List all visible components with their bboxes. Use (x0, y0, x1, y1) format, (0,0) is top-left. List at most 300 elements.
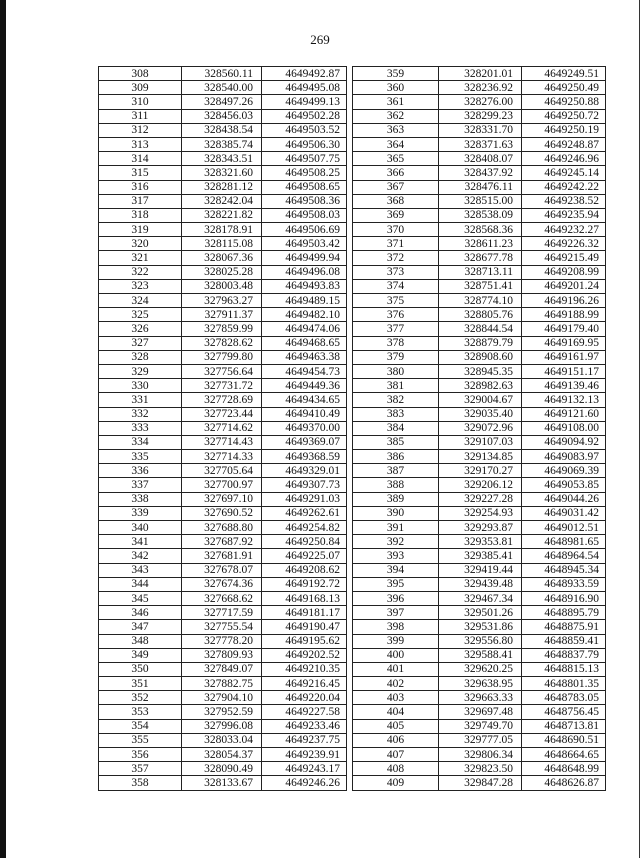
x-coordinate: 328276.00 (439, 95, 522, 109)
point-number: 372 (353, 251, 439, 265)
x-coordinate: 327697.10 (182, 492, 262, 506)
point-number: 395 (353, 577, 439, 591)
point-number: 315 (99, 166, 182, 180)
table-row (353, 563, 606, 577)
point-number: 336 (99, 464, 182, 478)
x-coordinate: 328677.78 (439, 251, 522, 265)
y-coordinate: 4649250.49 (522, 81, 606, 95)
x-coordinate: 328242.04 (182, 194, 262, 208)
x-coordinate: 329777.05 (439, 733, 522, 747)
x-coordinate: 328844.54 (439, 322, 522, 336)
x-coordinate: 327799.80 (182, 350, 262, 364)
x-coordinate: 327828.62 (182, 336, 262, 350)
x-coordinate: 329663.33 (439, 691, 522, 705)
y-coordinate: 4648981.65 (522, 535, 606, 549)
x-coordinate: 328343.51 (182, 152, 262, 166)
x-coordinate: 329107.03 (439, 435, 522, 449)
table-row (353, 180, 606, 194)
point-number: 364 (353, 137, 439, 151)
x-coordinate: 327705.64 (182, 464, 262, 478)
table-row (353, 634, 606, 648)
coordinate-table-left (98, 66, 347, 791)
table-row (99, 705, 347, 719)
y-coordinate: 4649250.19 (522, 123, 606, 137)
y-coordinate: 4648895.79 (522, 606, 606, 620)
point-number: 326 (99, 322, 182, 336)
table-row (353, 691, 606, 705)
y-coordinate: 4649499.13 (262, 95, 347, 109)
table-row (353, 223, 606, 237)
x-coordinate: 327700.97 (182, 478, 262, 492)
point-number: 377 (353, 322, 439, 336)
table-row (99, 591, 347, 605)
x-coordinate: 329072.96 (439, 421, 522, 435)
table-row (99, 67, 347, 81)
point-number: 310 (99, 95, 182, 109)
y-coordinate: 4648690.51 (522, 733, 606, 747)
x-coordinate: 328438.54 (182, 123, 262, 137)
point-number: 351 (99, 677, 182, 691)
y-coordinate: 4649108.00 (522, 421, 606, 435)
coordinate-table-right (352, 66, 606, 791)
point-number: 308 (99, 67, 182, 81)
table-row (353, 506, 606, 520)
x-coordinate: 329035.40 (439, 407, 522, 421)
x-coordinate: 328115.08 (182, 237, 262, 251)
x-coordinate: 327678.07 (182, 563, 262, 577)
y-coordinate: 4649482.10 (262, 308, 347, 322)
x-coordinate: 328178.91 (182, 223, 262, 237)
y-coordinate: 4649235.94 (522, 208, 606, 222)
point-number: 406 (353, 733, 439, 747)
table-row (99, 166, 347, 180)
y-coordinate: 4648859.41 (522, 634, 606, 648)
point-number: 323 (99, 279, 182, 293)
y-coordinate: 4649474.06 (262, 322, 347, 336)
table-row (99, 194, 347, 208)
y-coordinate: 4649499.94 (262, 251, 347, 265)
table-row (99, 492, 347, 506)
x-coordinate: 327904.10 (182, 691, 262, 705)
point-number: 341 (99, 535, 182, 549)
table-row (99, 109, 347, 123)
table-row (353, 776, 606, 790)
table-row (353, 350, 606, 364)
table-row (99, 762, 347, 776)
point-number: 370 (353, 223, 439, 237)
point-number: 399 (353, 634, 439, 648)
y-coordinate: 4649503.52 (262, 123, 347, 137)
y-coordinate: 4649220.04 (262, 691, 347, 705)
table-row (353, 265, 606, 279)
y-coordinate: 4648875.91 (522, 620, 606, 634)
x-coordinate: 328321.60 (182, 166, 262, 180)
table-row (99, 350, 347, 364)
table-row (353, 492, 606, 506)
point-number: 383 (353, 407, 439, 421)
x-coordinate: 328054.37 (182, 748, 262, 762)
y-coordinate: 4649249.51 (522, 67, 606, 81)
table-row (353, 279, 606, 293)
point-number: 391 (353, 521, 439, 535)
point-number: 333 (99, 421, 182, 435)
table-row (353, 535, 606, 549)
y-coordinate: 4649202.52 (262, 648, 347, 662)
table-row (99, 606, 347, 620)
x-coordinate: 327687.92 (182, 535, 262, 549)
x-coordinate: 329439.48 (439, 577, 522, 591)
table-row (99, 308, 347, 322)
y-coordinate: 4649201.24 (522, 279, 606, 293)
x-coordinate: 329206.12 (439, 478, 522, 492)
y-coordinate: 4649192.72 (262, 577, 347, 591)
x-coordinate: 329749.70 (439, 719, 522, 733)
x-coordinate: 328805.76 (439, 308, 522, 322)
point-number: 390 (353, 506, 439, 520)
point-number: 387 (353, 464, 439, 478)
point-number: 314 (99, 152, 182, 166)
table-row (353, 677, 606, 691)
table-row (353, 208, 606, 222)
x-coordinate: 329385.41 (439, 549, 522, 563)
x-coordinate: 327668.62 (182, 591, 262, 605)
table-row (99, 435, 347, 449)
table-row (353, 521, 606, 535)
x-coordinate: 329254.93 (439, 506, 522, 520)
x-coordinate: 328497.26 (182, 95, 262, 109)
y-coordinate: 4649502.28 (262, 109, 347, 123)
point-number: 317 (99, 194, 182, 208)
point-number: 392 (353, 535, 439, 549)
point-number: 345 (99, 591, 182, 605)
point-number: 311 (99, 109, 182, 123)
x-coordinate: 327996.08 (182, 719, 262, 733)
table-row (353, 606, 606, 620)
x-coordinate: 327778.20 (182, 634, 262, 648)
point-number: 380 (353, 364, 439, 378)
x-coordinate: 329353.81 (439, 535, 522, 549)
y-coordinate: 4649495.08 (262, 81, 347, 95)
x-coordinate: 328033.04 (182, 733, 262, 747)
x-coordinate: 329847.28 (439, 776, 522, 790)
table-row (99, 251, 347, 265)
x-coordinate: 329620.25 (439, 662, 522, 676)
table-row (99, 748, 347, 762)
table-row (99, 549, 347, 563)
table-row (99, 719, 347, 733)
y-coordinate: 4649506.30 (262, 137, 347, 151)
y-coordinate: 4649508.25 (262, 166, 347, 180)
x-coordinate: 329697.48 (439, 705, 522, 719)
y-coordinate: 4649179.40 (522, 322, 606, 336)
y-coordinate: 4648945.34 (522, 563, 606, 577)
point-number: 331 (99, 393, 182, 407)
x-coordinate: 327714.43 (182, 435, 262, 449)
y-coordinate: 4649489.15 (262, 294, 347, 308)
x-coordinate: 327911.37 (182, 308, 262, 322)
point-number: 382 (353, 393, 439, 407)
y-coordinate: 4649190.47 (262, 620, 347, 634)
table-row (99, 137, 347, 151)
table-row (99, 322, 347, 336)
table-row (353, 549, 606, 563)
y-coordinate: 4649503.42 (262, 237, 347, 251)
point-number: 328 (99, 350, 182, 364)
x-coordinate: 328515.00 (439, 194, 522, 208)
y-coordinate: 4649069.39 (522, 464, 606, 478)
point-number: 388 (353, 478, 439, 492)
x-coordinate: 327731.72 (182, 379, 262, 393)
y-coordinate: 4649132.13 (522, 393, 606, 407)
y-coordinate: 4649233.46 (262, 719, 347, 733)
x-coordinate: 329467.34 (439, 591, 522, 605)
point-number: 409 (353, 776, 439, 790)
page-number: 269 (310, 32, 330, 47)
table-row (353, 620, 606, 634)
table-row (353, 194, 606, 208)
x-coordinate: 327756.64 (182, 364, 262, 378)
y-coordinate: 4649031.42 (522, 506, 606, 520)
y-coordinate: 4649506.69 (262, 223, 347, 237)
table-row (353, 67, 606, 81)
table-row (353, 152, 606, 166)
point-number: 312 (99, 123, 182, 137)
point-number: 357 (99, 762, 182, 776)
table-row (99, 620, 347, 634)
point-number: 325 (99, 308, 182, 322)
point-number: 386 (353, 450, 439, 464)
y-coordinate: 4649508.36 (262, 194, 347, 208)
y-coordinate: 4648815.13 (522, 662, 606, 676)
y-coordinate: 4649242.22 (522, 180, 606, 194)
y-coordinate: 4649508.65 (262, 180, 347, 194)
point-number: 316 (99, 180, 182, 194)
x-coordinate: 328713.11 (439, 265, 522, 279)
point-number: 398 (353, 620, 439, 634)
point-number: 347 (99, 620, 182, 634)
table-row (99, 421, 347, 435)
table-row (99, 691, 347, 705)
y-coordinate: 4649410.49 (262, 407, 347, 421)
table-row (99, 535, 347, 549)
scan-left-edge (0, 0, 6, 858)
table-row (353, 322, 606, 336)
x-coordinate: 329638.95 (439, 677, 522, 691)
x-coordinate: 328067.36 (182, 251, 262, 265)
table-row (99, 733, 347, 747)
table-row (353, 251, 606, 265)
point-number: 335 (99, 450, 182, 464)
x-coordinate: 328908.60 (439, 350, 522, 364)
point-number: 327 (99, 336, 182, 350)
x-coordinate: 327809.93 (182, 648, 262, 662)
y-coordinate: 4649208.99 (522, 265, 606, 279)
table-row (353, 393, 606, 407)
y-coordinate: 4649012.51 (522, 521, 606, 535)
point-number: 404 (353, 705, 439, 719)
y-coordinate: 4649195.62 (262, 634, 347, 648)
y-coordinate: 4649226.32 (522, 237, 606, 251)
table-row (99, 237, 347, 251)
y-coordinate: 4649239.91 (262, 748, 347, 762)
point-number: 330 (99, 379, 182, 393)
y-coordinate: 4649493.83 (262, 279, 347, 293)
table-row (353, 308, 606, 322)
x-coordinate: 328476.11 (439, 180, 522, 194)
point-number: 352 (99, 691, 182, 705)
point-number: 313 (99, 137, 182, 151)
y-coordinate: 4648964.54 (522, 549, 606, 563)
y-coordinate: 4649053.85 (522, 478, 606, 492)
x-coordinate: 328331.70 (439, 123, 522, 137)
x-coordinate: 328538.09 (439, 208, 522, 222)
table-row (99, 393, 347, 407)
y-coordinate: 4649507.75 (262, 152, 347, 166)
x-coordinate: 327681.91 (182, 549, 262, 563)
y-coordinate: 4649463.38 (262, 350, 347, 364)
table-row (99, 464, 347, 478)
x-coordinate: 328437.92 (439, 166, 522, 180)
point-number: 321 (99, 251, 182, 265)
y-coordinate: 4649508.03 (262, 208, 347, 222)
table-row (99, 521, 347, 535)
x-coordinate: 328299.23 (439, 109, 522, 123)
table-row (99, 180, 347, 194)
y-coordinate: 4649434.65 (262, 393, 347, 407)
point-number: 356 (99, 748, 182, 762)
x-coordinate: 328568.36 (439, 223, 522, 237)
x-coordinate: 327882.75 (182, 677, 262, 691)
point-number: 381 (353, 379, 439, 393)
table-row (353, 591, 606, 605)
y-coordinate: 4649083.97 (522, 450, 606, 464)
table-row (99, 294, 347, 308)
point-number: 318 (99, 208, 182, 222)
y-coordinate: 4649216.45 (262, 677, 347, 691)
y-coordinate: 4649225.07 (262, 549, 347, 563)
y-coordinate: 4648837.79 (522, 648, 606, 662)
x-coordinate: 328982.63 (439, 379, 522, 393)
point-number: 379 (353, 350, 439, 364)
point-number: 371 (353, 237, 439, 251)
point-number: 344 (99, 577, 182, 591)
y-coordinate: 4649168.13 (262, 591, 347, 605)
x-coordinate: 328201.01 (439, 67, 522, 81)
y-coordinate: 4649210.35 (262, 662, 347, 676)
table-row (99, 563, 347, 577)
x-coordinate: 329419.44 (439, 563, 522, 577)
x-coordinate: 327717.59 (182, 606, 262, 620)
point-number: 324 (99, 294, 182, 308)
y-coordinate: 4649254.82 (262, 521, 347, 535)
y-coordinate: 4649496.08 (262, 265, 347, 279)
table-row (353, 379, 606, 393)
x-coordinate: 329004.67 (439, 393, 522, 407)
table-row (353, 123, 606, 137)
point-number: 353 (99, 705, 182, 719)
x-coordinate: 328751.41 (439, 279, 522, 293)
table-row (353, 109, 606, 123)
y-coordinate: 4648648.99 (522, 762, 606, 776)
x-coordinate: 328236.92 (439, 81, 522, 95)
table-row (99, 208, 347, 222)
point-number: 350 (99, 662, 182, 676)
point-number: 319 (99, 223, 182, 237)
point-number: 348 (99, 634, 182, 648)
x-coordinate: 327723.44 (182, 407, 262, 421)
table-row (99, 776, 347, 790)
point-number: 362 (353, 109, 439, 123)
point-number: 378 (353, 336, 439, 350)
x-coordinate: 328774.10 (439, 294, 522, 308)
y-coordinate: 4649208.62 (262, 563, 347, 577)
table-row (353, 719, 606, 733)
point-number: 340 (99, 521, 182, 535)
y-coordinate: 4648713.81 (522, 719, 606, 733)
x-coordinate: 327714.62 (182, 421, 262, 435)
x-coordinate: 329501.26 (439, 606, 522, 620)
x-coordinate: 328560.11 (182, 67, 262, 81)
table-row (353, 137, 606, 151)
point-number: 337 (99, 478, 182, 492)
point-number: 405 (353, 719, 439, 733)
table-row (353, 662, 606, 676)
y-coordinate: 4648933.59 (522, 577, 606, 591)
point-number: 376 (353, 308, 439, 322)
table-row (99, 81, 347, 95)
table-row (99, 648, 347, 662)
y-coordinate: 4649237.75 (262, 733, 347, 747)
point-number: 361 (353, 95, 439, 109)
y-coordinate: 4649245.14 (522, 166, 606, 180)
x-coordinate: 329134.85 (439, 450, 522, 464)
point-number: 367 (353, 180, 439, 194)
point-number: 355 (99, 733, 182, 747)
x-coordinate: 328540.00 (182, 81, 262, 95)
table-row (353, 237, 606, 251)
table-row (353, 81, 606, 95)
point-number: 366 (353, 166, 439, 180)
table-row (353, 336, 606, 350)
point-number: 385 (353, 435, 439, 449)
y-coordinate: 4648801.35 (522, 677, 606, 691)
x-coordinate: 328879.79 (439, 336, 522, 350)
x-coordinate: 328281.12 (182, 180, 262, 194)
x-coordinate: 329293.87 (439, 521, 522, 535)
point-number: 375 (353, 294, 439, 308)
x-coordinate: 327963.27 (182, 294, 262, 308)
table-row (99, 265, 347, 279)
table-row (353, 421, 606, 435)
x-coordinate: 329588.41 (439, 648, 522, 662)
y-coordinate: 4648783.05 (522, 691, 606, 705)
point-number: 389 (353, 492, 439, 506)
point-number: 368 (353, 194, 439, 208)
y-coordinate: 4648756.45 (522, 705, 606, 719)
table-row (99, 364, 347, 378)
table-row (353, 294, 606, 308)
x-coordinate: 329170.27 (439, 464, 522, 478)
table-row (353, 733, 606, 747)
table-row (353, 450, 606, 464)
x-coordinate: 327728.69 (182, 393, 262, 407)
table-row (353, 705, 606, 719)
y-coordinate: 4649246.26 (262, 776, 347, 790)
x-coordinate: 328133.67 (182, 776, 262, 790)
point-number: 402 (353, 677, 439, 691)
point-number: 339 (99, 506, 182, 520)
point-number: 322 (99, 265, 182, 279)
